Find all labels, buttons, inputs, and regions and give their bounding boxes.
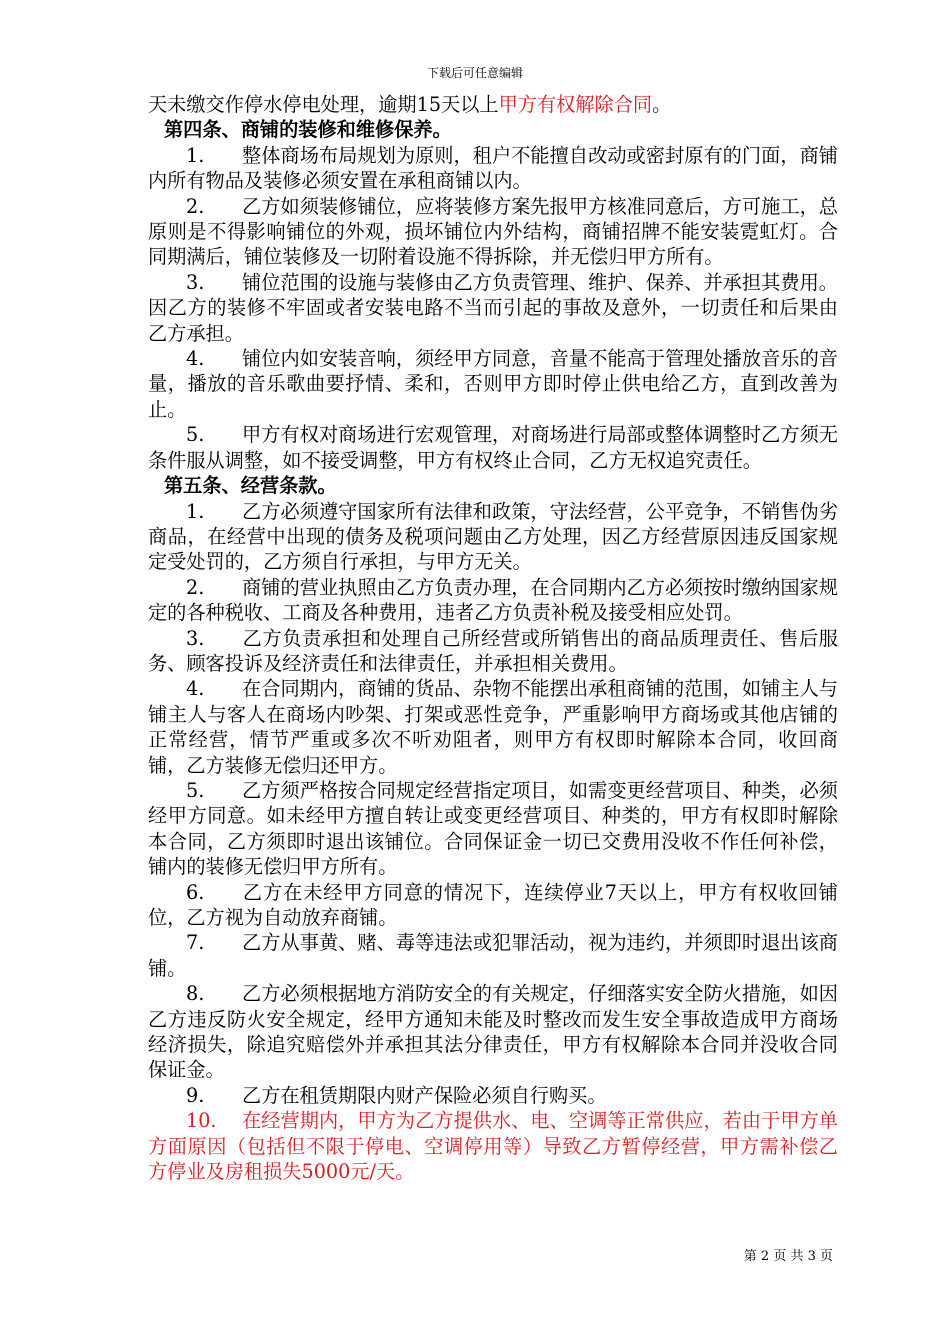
section-5-item-2 bbox=[148, 575, 838, 626]
item-number: 5. bbox=[186, 423, 205, 447]
intro-text: 天未缴交作停水停电处理，逾期15天以上 bbox=[148, 93, 499, 116]
section-5-item-8 bbox=[148, 981, 838, 1083]
item-text: 整体商场布局规划为原则，租户不能擅自改动或密封原有的门面，商铺内所有物品及装修必须安置在承租商铺以内。 bbox=[148, 143, 838, 193]
intro-paragraph bbox=[148, 92, 838, 117]
item-text: 铺位范围的设施与装修由乙方负责管理、维护、保养、并承担其费用。因乙方的装修不牢固或者安装电路不当而引起的事故及意外，一切责任和后果由乙方承担。 bbox=[148, 270, 838, 345]
item-number: 4. bbox=[186, 347, 205, 371]
section-5-item-9 bbox=[148, 1083, 838, 1108]
contract-body bbox=[148, 92, 838, 1184]
item-number: 1. bbox=[186, 143, 205, 167]
intro-red-text: 甲方有权解除合同 bbox=[498, 93, 653, 116]
item-number: 10. bbox=[186, 1109, 217, 1133]
section-4-item-4 bbox=[148, 346, 838, 422]
item-number: 5. bbox=[186, 778, 205, 802]
item-text: 甲方有权对商场进行宏观管理，对商场进行局部或整体调整时乙方须无条件服从调整，如不接受调整，甲方有权终止合同，乙方无权追究责任。 bbox=[148, 423, 838, 472]
item-number: 6. bbox=[186, 880, 205, 904]
item-text: 乙方必须根据地方消防安全的有关规定，仔细落实安全防火措施，如因乙方违反防火安全规定，经甲方通知未能及时整改而发生安全事故造成甲方商场经济损失，除追究赔偿外并承担其法分律责任，甲方有权解除本合同并没收合同保证金。 bbox=[148, 982, 838, 1082]
item-number: 8. bbox=[186, 982, 205, 1006]
section-4-item-1 bbox=[148, 143, 838, 194]
item-text: 乙方负责承担和处理自己所经营或所销售出的商品质理责任、售后服务、顾客投诉及经济责任和法律责任，并承担相关费用。 bbox=[148, 626, 838, 675]
item-number: 2. bbox=[186, 194, 205, 218]
intro-end: 。 bbox=[652, 93, 672, 116]
item-number: 3. bbox=[186, 270, 205, 294]
item-number: 9. bbox=[186, 1083, 205, 1107]
item-number: 1. bbox=[186, 499, 205, 523]
section-5-item-1 bbox=[148, 499, 838, 575]
item-text: 商铺的营业执照由乙方负责办理，在合同期内乙方必须按时缴纳国家规定的各种税收、工商及各种费用，违者乙方负责补税及接受相应处罚。 bbox=[148, 575, 838, 625]
section-5-item-7 bbox=[148, 930, 838, 981]
section-4-item-5 bbox=[148, 422, 838, 473]
section-4-title: 第四条、商铺的装修和维修保养。 bbox=[164, 118, 452, 142]
item-text: 乙方在未经甲方同意的情况下，连续停业7天以上，甲方有权收回铺位，乙方视为自动放弃商铺。 bbox=[148, 880, 838, 929]
section-4-item-2 bbox=[148, 194, 838, 270]
item-text: 乙方必须遵守国家所有法律和政策，守法经营，公平竞争，不销售伪劣商品，在经营中出现的债务及税项问题由乙方处理，因乙方经营原因违反国家规定受处罚的，乙方须自行承担，与甲方无关。 bbox=[148, 499, 838, 574]
section-5-item-10 bbox=[148, 1108, 838, 1184]
item-text: 在合同期内，商铺的货品、杂物不能摆出承租商铺的范围，如铺主人与铺主人与客人在商场内吵架、打架或恶性竞争，严重影响甲方商场或其他店铺的正常经营，情节严重或多次不听劝阻者，则甲方有权即时解除本合同，收回商铺，乙方装修无偿归还甲方。 bbox=[148, 677, 838, 777]
item-text: 铺位内如安装音响，须经甲方同意，音量不能高于管理处播放音乐的音量，播放的音乐歌曲要抒情、柔和，否则甲方即时停止供电给乙方，直到改善为止。 bbox=[148, 347, 838, 421]
page-footer: 第 2 页 共 3 页 bbox=[743, 1249, 833, 1264]
section-5-item-4 bbox=[148, 676, 838, 778]
section-5-item-3 bbox=[148, 626, 838, 677]
page-header: 下载后可任意编辑 bbox=[426, 66, 523, 80]
item-number: 7. bbox=[186, 931, 205, 955]
section-5-item-5 bbox=[148, 778, 838, 880]
section-5-item-6 bbox=[148, 880, 838, 931]
item-text: 乙方从事黄、赌、毒等违法或犯罪活动，视为违约，并须即时退出该商铺。 bbox=[148, 931, 838, 980]
item-text: 乙方须严格按合同规定经营指定项目，如需变更经营项目、种类，必须经甲方同意。如未经甲方擅自转让或变更经营项目、种类的，甲方有权即时解除本合同，乙方须即时退出该铺位。合同保证金一切已交费用没收不作任何补偿，铺内的装修无偿归甲方所有。 bbox=[148, 778, 838, 879]
item-text: 乙方如须装修铺位，应将装修方案先报甲方核准同意后，方可施工，总原则是不得影响铺位的外观，损坏铺位内外结构，商铺招牌不能安装霓虹灯。合同期满后，铺位装修及一切附着设施不得拆除，并无偿归甲方所有。 bbox=[148, 194, 838, 269]
section-4-item-3 bbox=[148, 270, 838, 346]
item-number: 4. bbox=[186, 677, 205, 701]
item-text: 乙方在租赁期限内财产保险必须自行购买。 bbox=[242, 1083, 607, 1107]
section-5-title: 第五条、经营条款。 bbox=[164, 474, 337, 498]
item-number: 2. bbox=[186, 575, 205, 599]
item-text: 在经营期内，甲方为乙方提供水、电、空调等正常供应，若由于甲方单方面原因（包括但不限于停电、空调停用等）导致乙方暂停经营，甲方需补偿乙方停业及房租损失5000元/天。 bbox=[148, 1109, 838, 1184]
item-number: 3. bbox=[186, 626, 205, 650]
